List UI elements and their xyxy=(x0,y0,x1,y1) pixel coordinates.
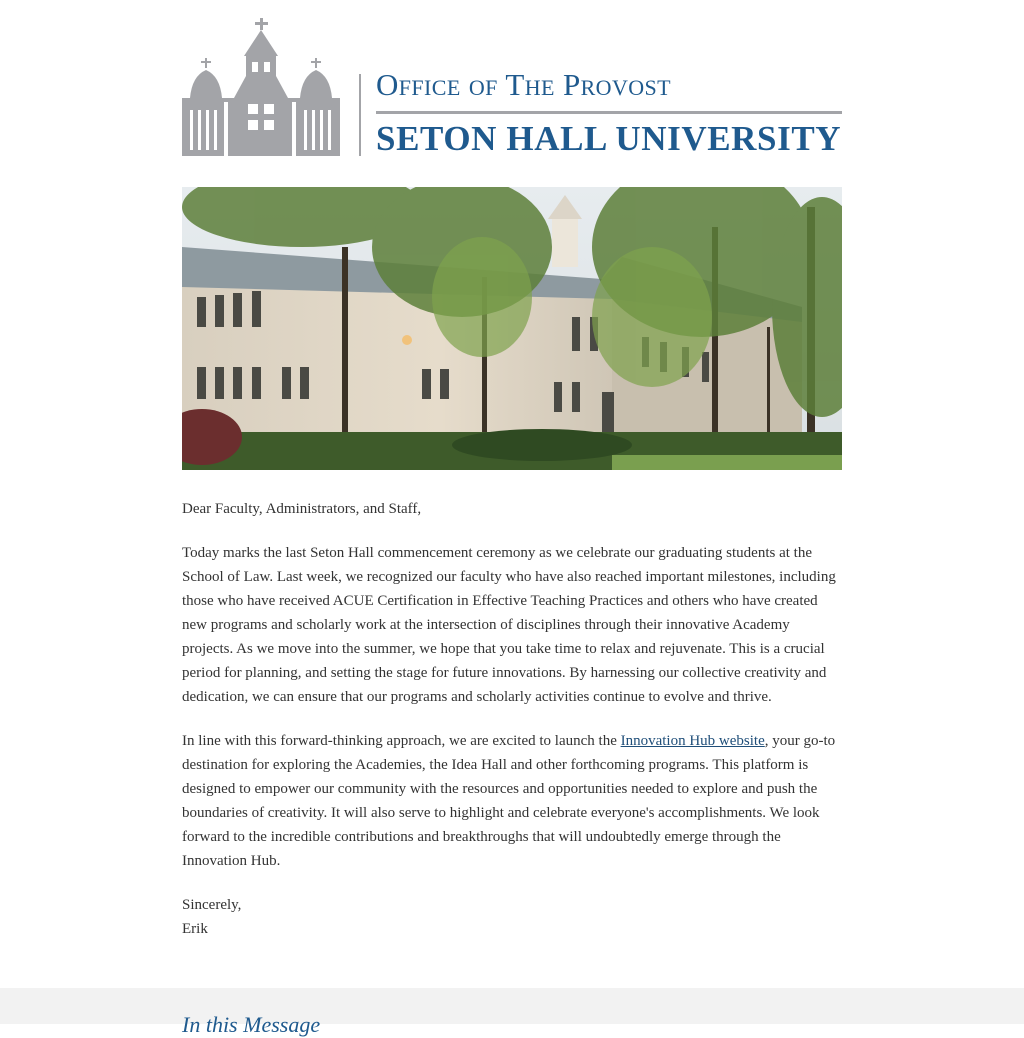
paragraph2-lead: In line with this forward-thinking approach, we are excited to launch the xyxy=(182,733,621,749)
paragraph2-rest: , your go-to destination for exploring the Academies, the Idea Hall and other forthcoming programs. This platform is designed to empower our community with the resources and opportunities needed to explore and push the boundaries of creativity. It will also serve to highlight and celebrate everyone's accomplishments. We look forward to the incredible contributions and breakthroughs that will undoubtedly emerge through the Innovation Hub. xyxy=(182,733,836,869)
email-content xyxy=(182,0,842,941)
closing: Sincerely, xyxy=(182,897,242,913)
office-title: Office of The Provost xyxy=(376,67,672,102)
university-name: SETON HALL UNIVERSITY xyxy=(376,119,842,158)
innovation-hub-link[interactable]: Innovation Hub website xyxy=(620,733,765,749)
paragraph-innovation-hub xyxy=(182,729,842,873)
signature-name: Erik xyxy=(182,921,208,937)
in-this-message-section xyxy=(0,988,1024,1037)
campus-building-photo xyxy=(182,187,842,470)
section-title: In this Message xyxy=(182,1012,321,1037)
paragraph-commencement: Today marks the last Seton Hall commencement ceremony as we celebrate our graduating students at the School of Law. Last week, we recognized our faculty who have also reached important milestones, including those who have received ACUE Certification in Effective Teaching Practices and others who have created new programs and scholarly work at the intersection of disciplines through their innovative Academy projects. As we move into the summer, we hope that you take time to relax and rejuvenate. This is a crucial period for planning, and setting the stage for future innovations. By harnessing our collective creativity and dedication, we can ensure that our programs and scholarly activities continue to evolve and thrive. xyxy=(182,545,836,705)
letter-body xyxy=(182,497,842,941)
logo-rule xyxy=(376,111,842,114)
greeting: Dear Faculty, Administrators, and Staff, xyxy=(182,501,422,517)
provost-logo-header xyxy=(182,18,842,166)
logo-divider xyxy=(359,74,361,156)
logo-text xyxy=(376,68,842,158)
signature-block xyxy=(182,893,842,941)
chapel-spires-icon xyxy=(182,18,342,158)
